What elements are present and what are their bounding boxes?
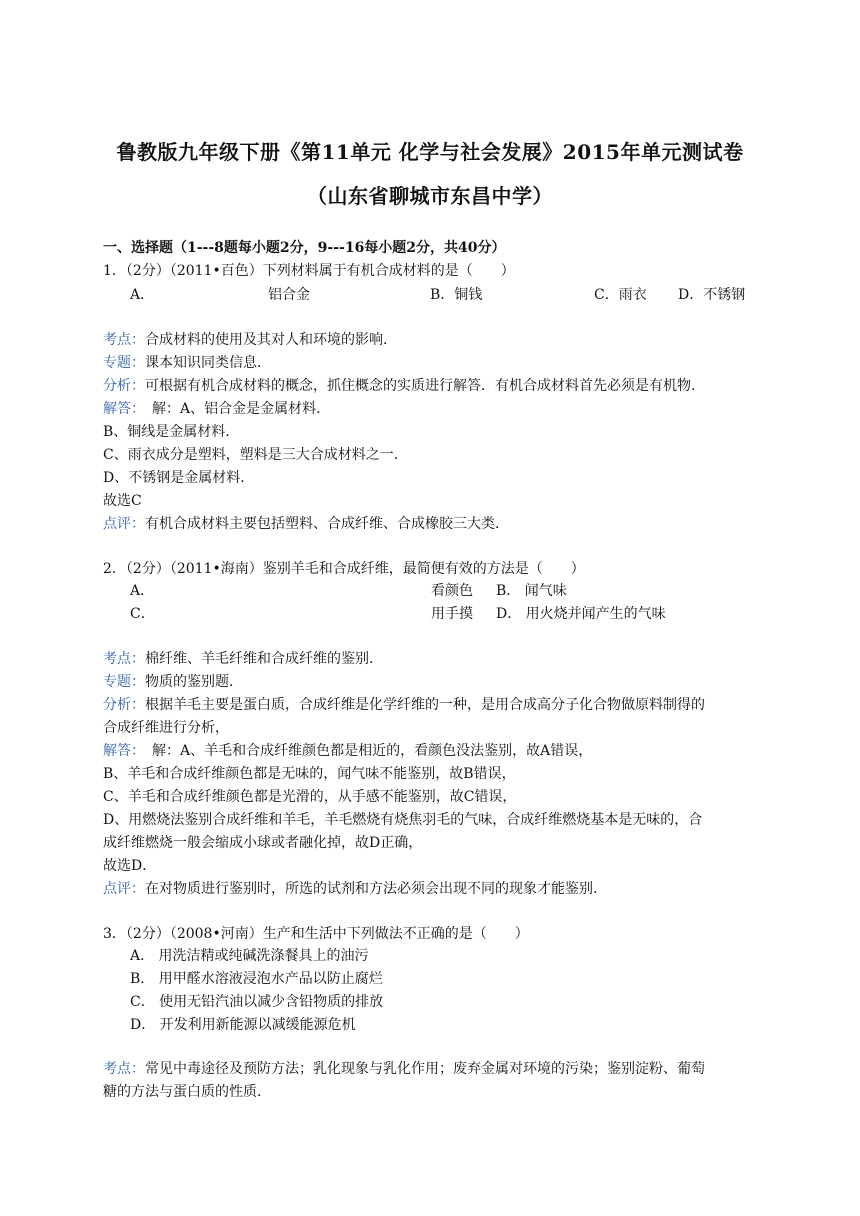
q1-option-c: C．雨衣 — [594, 287, 647, 303]
q1-option-a-text: 铝合金 — [268, 287, 310, 303]
fenxi-label: 分析： — [103, 697, 145, 713]
q1-fenxi-text: 可根据有机合成材料的概念，抓住概念的实质进行解答．有机合成材料首先必须是有机物． — [145, 378, 705, 394]
q2-option-a-text: 看颜色 — [431, 583, 473, 599]
q3-option-d: D． 开发利用新能源以减缓能源危机 — [130, 1017, 356, 1033]
q2-option-d: D． 用火烧并闻产生的气味 — [496, 606, 666, 622]
q2-answer-line: D、用燃烧法鉴别合成纤维和羊毛，羊毛燃烧有烧焦羽毛的气味，合成纤维燃烧基本是无味的，合 — [103, 812, 703, 828]
q3-kaodian-text: 常见中毒途径及预防方法；乳化现象与乳化作用；废弃金属对环境的污染；鉴别淀粉、葡萄 — [145, 1061, 705, 1077]
kaodian-label: 考点： — [103, 1061, 145, 1077]
document-title: 鲁教版九年级下册《第11单元 化学与社会发展》2015年单元测试卷 — [116, 140, 744, 164]
q1-answer-line: C、雨衣成分是塑料，塑料是三大合成材料之一． — [103, 447, 408, 463]
jieda-label: 解答： — [103, 743, 138, 759]
q2-option-b: B． 闻气味 — [496, 583, 567, 599]
q2-option-c-letter: C． — [130, 606, 155, 622]
q1-jieda-text: 解：A、铝合金是金属材料． — [138, 401, 331, 417]
document-subtitle: （山东省聊城市东昌中学） — [307, 184, 553, 208]
q3-option-c: C． 使用无铅汽油以减少含铅物质的排放 — [130, 994, 384, 1010]
q1-zhuanti-text: 课本知识同类信息． — [145, 355, 271, 371]
q1-kaodian — [103, 330, 397, 350]
q1-jieda — [103, 399, 330, 419]
q2-fenxi — [103, 695, 705, 715]
q1-option-b: B．铜钱 — [430, 287, 483, 303]
q2-answer-line: 故选D． — [103, 858, 157, 874]
q2-option-c-text: 用手摸 — [431, 606, 473, 622]
q1-option-a-letter: A． — [130, 287, 155, 303]
q2-dianping-text: 在对物质进行鉴别时，所选的试剂和方法必须会出现不同的现象才能鉴别． — [145, 881, 607, 897]
q1-answer-line: B、铜线是金属材料． — [103, 424, 240, 440]
q1-stem: 1．（2分）（2011•百色）下列材料属于有机合成材料的是（ ） — [103, 263, 515, 279]
q2-kaodian-text: 棉纤维、羊毛纤维和合成纤维的鉴别． — [145, 651, 383, 667]
q3-option-a: A． 用洗洁精或纯碱洗涤餐具上的油污 — [130, 948, 369, 964]
q1-kaodian-text: 合成材料的使用及其对人和环境的影响． — [145, 332, 397, 348]
q2-dianping — [103, 879, 607, 899]
q1-dianping — [103, 514, 509, 534]
q1-answer-line: 故选C — [103, 493, 142, 509]
q2-fenxi-continued: 合成纤维进行分析， — [103, 720, 229, 736]
q2-answer-line: B、羊毛和合成纤维颜色都是无味的，闻气味不能鉴别，故B错误， — [103, 766, 516, 782]
q1-fenxi — [103, 376, 705, 396]
q2-jieda — [103, 741, 592, 761]
jieda-label: 解答： — [103, 401, 138, 417]
q2-jieda-text: 解：A、羊毛和合成纤维颜色都是相近的，看颜色没法鉴别，故A错误， — [138, 743, 593, 759]
section-header: 一、选择题（1---8题每小题2分，9---16每小题2分，共40分） — [103, 240, 506, 256]
q3-kaodian-continued: 糖的方法与蛋白质的性质． — [103, 1084, 271, 1100]
zhuanti-label: 专题： — [103, 674, 145, 690]
q2-kaodian — [103, 649, 383, 669]
q3-option-b: B． 用甲醛水溶液浸泡水产品以防止腐烂 — [130, 971, 383, 987]
q1-option-d: D．不锈钢 — [678, 287, 746, 303]
zhuanti-label: 专题： — [103, 355, 145, 371]
q3-stem: 3．（2分）（2008•河南）生产和生活中下列做法不正确的是（ ） — [103, 926, 529, 942]
q2-zhuanti-text: 物质的鉴别题． — [145, 674, 243, 690]
q1-zhuanti — [103, 353, 271, 373]
dianping-label: 点评： — [103, 516, 145, 532]
fenxi-label: 分析： — [103, 378, 145, 394]
q2-answer-line: 成纤维燃烧一般会缩成小球或者融化掉，故D正确， — [103, 835, 423, 851]
kaodian-label: 考点： — [103, 332, 145, 348]
q2-zhuanti — [103, 672, 243, 692]
q1-dianping-text: 有机合成材料主要包括塑料、合成纤维、合成橡胶三大类． — [145, 516, 509, 532]
q1-answer-line: D、不锈钢是金属材料． — [103, 470, 255, 486]
dianping-label: 点评： — [103, 881, 145, 897]
q2-option-a-letter: A． — [130, 583, 155, 599]
q2-answer-line: C、羊毛和合成纤维颜色都是光滑的，从手感不能鉴别，故C错误， — [103, 789, 517, 805]
q2-stem: 2．（2分）（2011•海南）鉴别羊毛和合成纤维，最简便有效的方法是（ ） — [103, 561, 585, 577]
q3-kaodian — [103, 1059, 705, 1079]
kaodian-label: 考点： — [103, 651, 145, 667]
q2-fenxi-text: 根据羊毛主要是蛋白质，合成纤维是化学纤维的一种，是用合成高分子化合物做原料制得的 — [145, 697, 705, 713]
